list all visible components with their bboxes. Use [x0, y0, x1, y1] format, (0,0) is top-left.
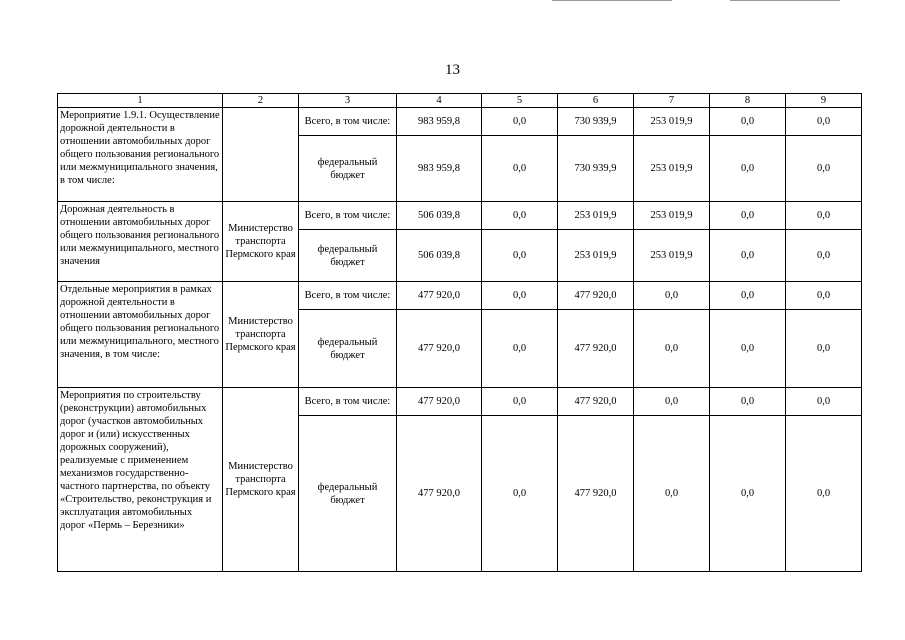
value-cell: 0,0	[786, 108, 862, 136]
column-header: 5	[482, 94, 558, 108]
column-header: 9	[786, 94, 862, 108]
table-row	[58, 202, 862, 230]
activity-name: Отдельные мероприятия в рамках дорожной деятельности в отношении автомобильных дорог общего пользования регионального или межмуниципального, местного значения, в том числе:	[58, 282, 223, 388]
value-cell: 477 920,0	[397, 416, 482, 572]
activity-name: Дорожная деятельность в отношении автомобильных дорог общего пользования регионального или межмуниципального, местного значения	[58, 202, 223, 282]
value-cell: 0,0	[634, 416, 710, 572]
funding-source: Всего, в том числе:	[299, 108, 397, 136]
table-row	[58, 282, 862, 310]
value-cell: 253 019,9	[634, 202, 710, 230]
value-cell: 477 920,0	[397, 388, 482, 416]
executor: Министерство транспорта Пермского края	[223, 282, 299, 388]
table-row	[58, 108, 862, 136]
value-cell: 0,0	[634, 282, 710, 310]
value-cell: 0,0	[634, 310, 710, 388]
column-header: 1	[58, 94, 223, 108]
value-cell: 983 959,8	[397, 136, 482, 202]
funding-source: федеральный бюджет	[299, 416, 397, 572]
value-cell: 0,0	[482, 388, 558, 416]
value-cell: 477 920,0	[558, 282, 634, 310]
funding-source: федеральный бюджет	[299, 310, 397, 388]
value-cell: 477 920,0	[397, 310, 482, 388]
value-cell: 0,0	[786, 416, 862, 572]
value-cell: 0,0	[482, 282, 558, 310]
column-header: 3	[299, 94, 397, 108]
value-cell: 0,0	[710, 282, 786, 310]
value-cell: 0,0	[786, 136, 862, 202]
value-cell: 0,0	[710, 136, 786, 202]
value-cell: 0,0	[710, 108, 786, 136]
value-cell: 0,0	[786, 282, 862, 310]
top-border-line-right	[730, 0, 840, 1]
value-cell: 730 939,9	[558, 108, 634, 136]
page-number: 13	[445, 62, 460, 78]
value-cell: 0,0	[786, 230, 862, 282]
value-cell: 0,0	[482, 202, 558, 230]
value-cell: 0,0	[482, 108, 558, 136]
value-cell: 983 959,8	[397, 108, 482, 136]
value-cell: 506 039,8	[397, 230, 482, 282]
value-cell: 0,0	[786, 388, 862, 416]
funding-source: федеральный бюджет	[299, 230, 397, 282]
value-cell: 0,0	[482, 416, 558, 572]
top-border-line-left	[552, 0, 672, 1]
value-cell: 477 920,0	[558, 388, 634, 416]
header-row	[58, 94, 862, 108]
value-cell: 477 920,0	[558, 310, 634, 388]
funding-source: Всего, в том числе:	[299, 388, 397, 416]
funding-source: федеральный бюджет	[299, 136, 397, 202]
value-cell: 0,0	[634, 388, 710, 416]
funding-source: Всего, в том числе:	[299, 202, 397, 230]
value-cell: 0,0	[710, 202, 786, 230]
value-cell: 0,0	[482, 230, 558, 282]
column-header: 2	[223, 94, 299, 108]
funding-source: Всего, в том числе:	[299, 282, 397, 310]
activity-name: Мероприятие 1.9.1. Осуществление дорожной деятельности в отношении автомобильных дорог общего пользования регионального или межмуниципального значения, в том числе:	[58, 108, 223, 202]
value-cell: 0,0	[786, 310, 862, 388]
value-cell: 0,0	[710, 230, 786, 282]
column-header: 7	[634, 94, 710, 108]
value-cell: 477 920,0	[397, 282, 482, 310]
value-cell: 730 939,9	[558, 136, 634, 202]
value-cell: 0,0	[482, 136, 558, 202]
executor: Министерство транспорта Пермского края	[223, 388, 299, 572]
value-cell: 477 920,0	[558, 416, 634, 572]
value-cell: 0,0	[710, 310, 786, 388]
value-cell: 253 019,9	[558, 230, 634, 282]
value-cell: 0,0	[710, 416, 786, 572]
executor	[223, 108, 299, 202]
column-header: 4	[397, 94, 482, 108]
value-cell: 253 019,9	[634, 108, 710, 136]
value-cell: 0,0	[710, 388, 786, 416]
executor: Министерство транспорта Пермского края	[223, 202, 299, 282]
activity-name: Мероприятия по строительству (реконструкции) автомобильных дорог (участков автомобильных дорог и (или) искусственных дорожных сооружений), реализуемые с применением механизмов государственно-частного партнерства, по объекту «Строительство, реконструкция и эксплуатация автомобильных дорог «Пермь – Березники»	[58, 388, 223, 572]
value-cell: 506 039,8	[397, 202, 482, 230]
column-header: 6	[558, 94, 634, 108]
table-row	[58, 388, 862, 416]
value-cell: 0,0	[482, 310, 558, 388]
column-header: 8	[710, 94, 786, 108]
value-cell: 253 019,9	[634, 136, 710, 202]
value-cell: 253 019,9	[634, 230, 710, 282]
value-cell: 0,0	[786, 202, 862, 230]
budget-table	[57, 93, 862, 572]
value-cell: 253 019,9	[558, 202, 634, 230]
